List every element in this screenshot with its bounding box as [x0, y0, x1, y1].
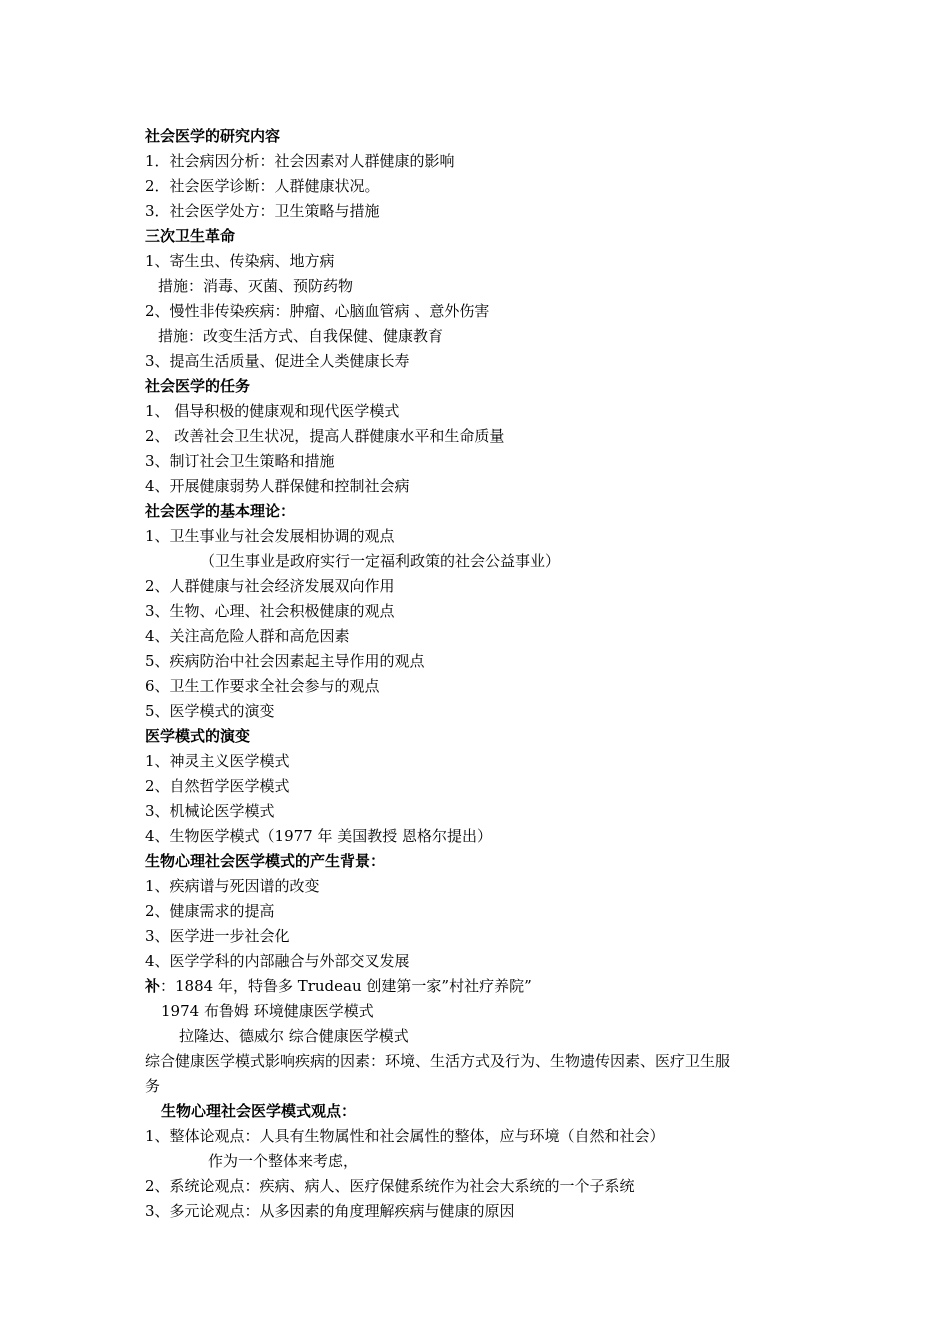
text-line: 2、系统论观点：疾病、病人、医疗保健系统作为社会大系统的一个子系统 — [145, 1177, 635, 1195]
supplement-label: 补 — [145, 977, 161, 995]
section-heading: 三次卫生革命 — [145, 227, 236, 245]
text-line: 3、多元论观点：从多因素的角度理解疾病与健康的原因 — [145, 1202, 515, 1220]
text-line: 5、疾病防治中社会因素起主导作用的观点 — [145, 652, 425, 670]
text-line: 2．社会医学诊断：人群健康状况。 — [145, 177, 380, 195]
text-line: 3、机械论医学模式 — [145, 802, 275, 820]
document-body — [145, 124, 825, 1224]
text-line: 6、卫生工作要求全社会参与的观点 — [145, 677, 380, 695]
text-line: 1、 倡导积极的健康观和现代医学模式 — [145, 402, 400, 420]
text-line: 1、卫生事业与社会发展相协调的观点 — [145, 527, 395, 545]
section-heading: 生物心理社会医学模式观点： — [161, 1102, 357, 1120]
text-line: 综合健康医学模式影响疾病的因素：环境、生活方式及行为、生物遗传因素、医疗卫生服 — [145, 1052, 731, 1070]
text-line: （卫生事业是政府实行一定福利政策的社会公益事业） — [200, 552, 561, 570]
text-line: 1974 布鲁姆 环境健康医学模式 — [161, 1002, 374, 1020]
section-heading: 生物心理社会医学模式的产生背景： — [145, 852, 386, 870]
text-line: 措施：改变生活方式、自我保健、健康教育 — [158, 327, 444, 345]
text-line: 措施：消毒、灭菌、预防药物 — [158, 277, 354, 295]
text-line: 3、生物、心理、社会积极健康的观点 — [145, 602, 395, 620]
text-line: 3、提高生活质量、促进全人类健康长寿 — [145, 352, 410, 370]
text-line: 4、开展健康弱势人群保健和控制社会病 — [145, 477, 410, 495]
text-line: 2、慢性非传染疾病：肿瘤、心脑血管病 、意外伤害 — [145, 302, 490, 320]
text-line: 3、医学进一步社会化 — [145, 927, 290, 945]
text-line: 1、疾病谱与死因谱的改变 — [145, 877, 320, 895]
text-line: 4、医学学科的内部融合与外部交叉发展 — [145, 952, 410, 970]
section-heading: 医学模式的演变 — [145, 727, 251, 745]
text-line: 拉隆达、德威尔 综合健康医学模式 — [179, 1027, 409, 1045]
supplement-text: ：1884 年，特鲁多 Trudeau 创建第一家”村社疗养院” — [160, 977, 532, 995]
text-line: 1、寄生虫、传染病、地方病 — [145, 252, 335, 270]
text-line: 4、关注高危险人群和高危因素 — [145, 627, 350, 645]
section-heading: 社会医学的研究内容 — [145, 127, 281, 145]
text-line: 3．社会医学处方：卫生策略与措施 — [145, 202, 380, 220]
text-line: 2、自然哲学医学模式 — [145, 777, 290, 795]
text-line — [145, 974, 825, 999]
text-line: 作为一个整体来考虑， — [208, 1152, 359, 1170]
text-line: 1、整体论观点：人具有生物属性和社会属性的整体，应与环境（自然和社会） — [145, 1127, 665, 1145]
section-heading: 社会医学的基本理论： — [145, 502, 296, 520]
text-line: 2、健康需求的提高 — [145, 902, 275, 920]
text-line: 务 — [145, 1077, 161, 1095]
text-line: 3、制订社会卫生策略和措施 — [145, 452, 335, 470]
text-line: 1、神灵主义医学模式 — [145, 752, 290, 770]
text-line: 5、医学模式的演变 — [145, 702, 275, 720]
text-line: 1．社会病因分析：社会因素对人群健康的影响 — [145, 152, 455, 170]
text-line: 2、 改善社会卫生状况，提高人群健康水平和生命质量 — [145, 427, 505, 445]
section-heading: 社会医学的任务 — [145, 377, 251, 395]
text-line: 2、人群健康与社会经济发展双向作用 — [145, 577, 395, 595]
text-line: 4、生物医学模式（1977 年 美国教授 恩格尔提出） — [145, 827, 493, 845]
